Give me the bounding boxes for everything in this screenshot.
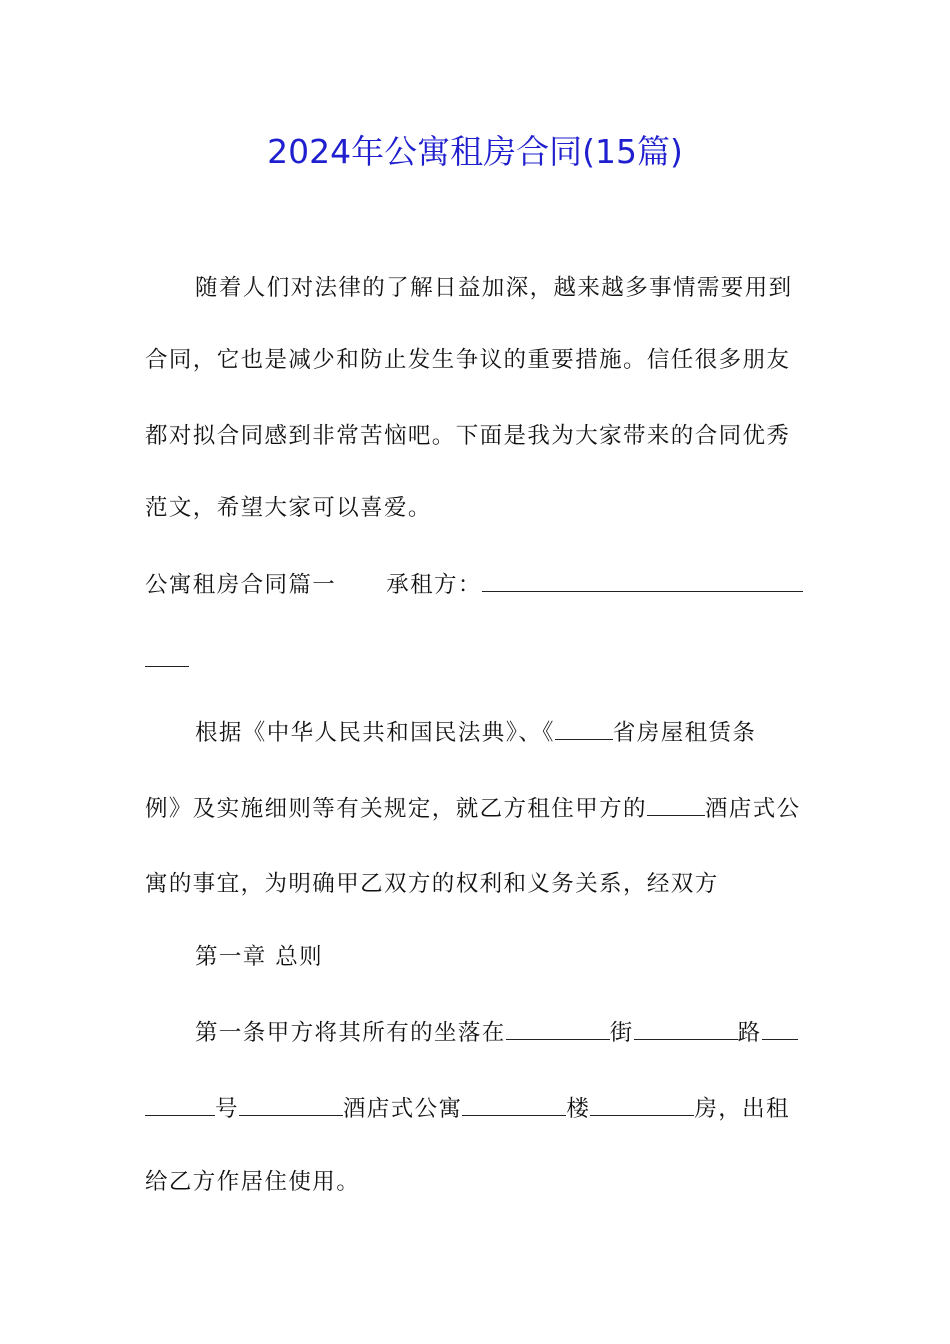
art1-text-d: 号 — [215, 1096, 239, 1122]
art1-text-c: 路 — [737, 1020, 762, 1046]
room-blank — [590, 1095, 694, 1116]
intro-paragraph-line-3: 都对拟合同感到非常苦恼吧。下面是我为大家带来的合同优秀 — [145, 423, 791, 449]
article-1-line-2 — [145, 1093, 810, 1125]
art1-text-a: 第一条甲方将其所有的坐落在 — [195, 1020, 506, 1046]
section-heading: 公寓租房合同篇一 — [145, 572, 337, 598]
number-blank-end — [145, 1095, 215, 1116]
street-blank — [506, 1019, 610, 1040]
law-text-1a: 根据《中华人民共和国民法典》、《 — [195, 720, 555, 746]
art1-text-f: 楼 — [566, 1096, 591, 1122]
law-text-1b: 省房屋租赁条 — [612, 720, 757, 746]
intro-paragraph-line-2: 合同，它也是减少和防止发生争议的重要措施。信任很多朋友 — [145, 347, 791, 373]
province-blank — [555, 719, 613, 740]
law-paragraph-line-3: 寓的事宜，为明确甲乙双方的权利和义务关系，经双方 — [145, 871, 719, 897]
law-text-2a: 例》及实施细则等有关规定，就乙方租住甲方的 — [145, 796, 647, 822]
section-heading-line — [145, 569, 810, 601]
number-blank-start — [762, 1019, 798, 1040]
hotel-blank — [239, 1095, 343, 1116]
law-text-2b: 酒店式公 — [704, 796, 801, 822]
law-paragraph-line-2 — [145, 793, 810, 825]
road-blank — [634, 1019, 738, 1040]
art1-text-b: 街 — [609, 1020, 634, 1046]
hotel-name-blank — [647, 795, 705, 816]
chapter-heading: 第一章 总则 — [195, 944, 324, 970]
article-1-line-3: 给乙方作居住使用。 — [145, 1169, 361, 1195]
article-1-line-1 — [195, 1017, 810, 1049]
intro-paragraph-line-4: 范文，希望大家可以喜爱。 — [145, 495, 432, 521]
lessee-blank-end — [145, 646, 189, 667]
art1-text-e: 酒店式公寓 — [342, 1096, 463, 1122]
document-title: 2024年公寓租房合同(15篇) — [267, 132, 683, 171]
building-blank — [462, 1095, 566, 1116]
intro-paragraph-line-1: 随着人们对法律的了解日益加深，越来越多事情需要用到 — [195, 275, 793, 301]
lessee-blank — [482, 571, 803, 592]
art1-text-g: 房，出租 — [694, 1096, 790, 1122]
lessee-blank-continuation — [145, 644, 810, 676]
lessee-label: 承租方： — [386, 572, 482, 598]
law-paragraph-line-1 — [195, 717, 810, 749]
